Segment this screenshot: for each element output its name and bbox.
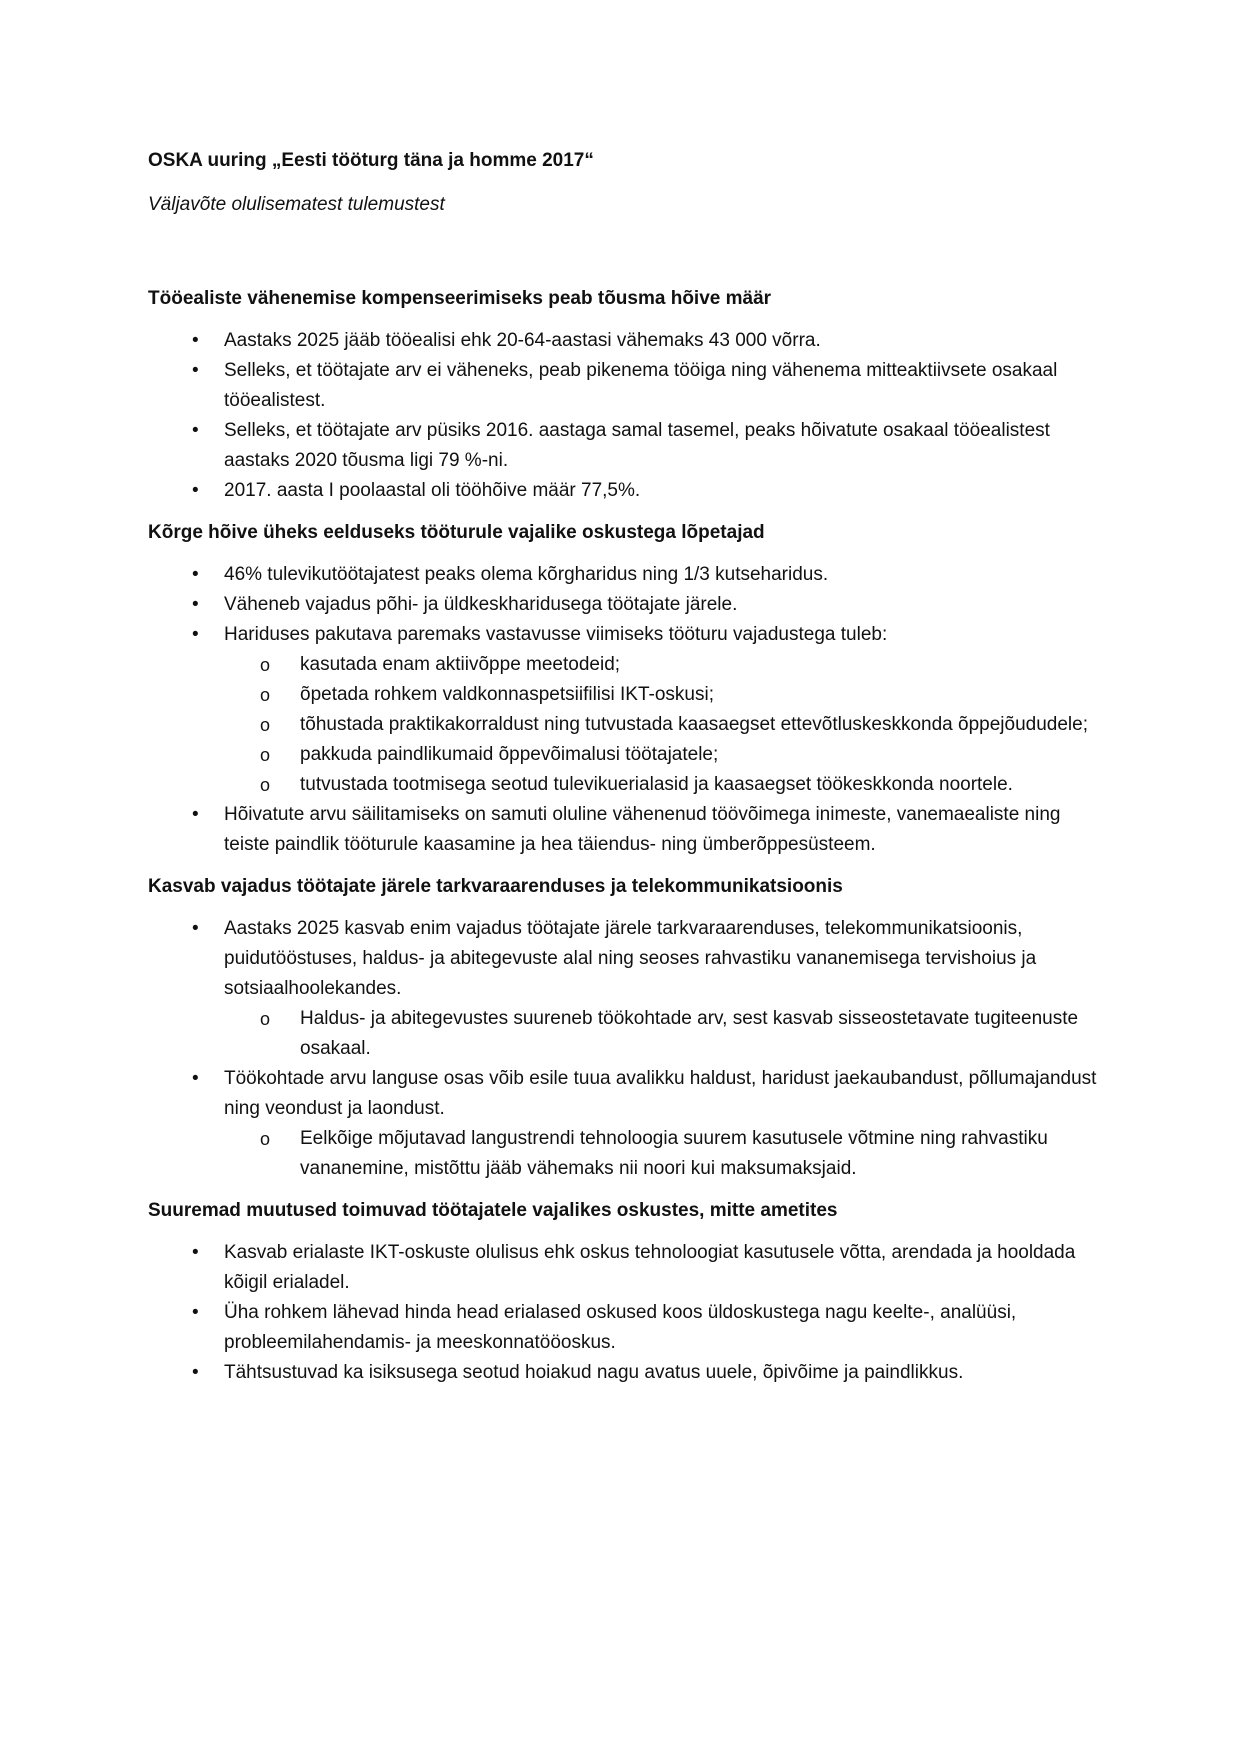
sub-bullet-list bbox=[224, 650, 1108, 800]
sub-bullet-text: Eelkõige mõjutavad langustrendi tehnoloogia suurem kasutusele võtmine ning rahvastiku vananemine, mistõttu jääb vähemaks nii noori kui maksumaksjaid. bbox=[300, 1128, 1048, 1179]
bullet-text: Üha rohkem lähevad hinda head erialased oskused koos üldoskustega nagu keelte-, analüüsi, probleemilahendamis- ja meeskonnatööoskus. bbox=[224, 1302, 1017, 1353]
bullet-item bbox=[148, 476, 1108, 506]
bullet-icon: • bbox=[192, 594, 199, 615]
bullet-icon: • bbox=[192, 360, 199, 381]
bullet-list bbox=[148, 326, 1108, 506]
sub-bullet-text: pakkuda paindlikumaid õppevõimalusi töötajatele; bbox=[300, 744, 719, 765]
bullet-list bbox=[148, 1238, 1108, 1388]
document-page bbox=[148, 148, 1108, 1402]
sub-bullet-item bbox=[224, 770, 1108, 800]
section-heading: Kõrge hõive üheks eelduseks tööturule vajalike oskustega lõpetajad bbox=[148, 522, 765, 543]
bullet-item bbox=[148, 620, 1108, 800]
bullet-text: Kasvab erialaste IKT-oskuste olulisus ehk oskus tehnoloogiat kasutusele võtta, arendada ja hooldada kõigil erialadel. bbox=[224, 1242, 1076, 1293]
bullet-text: Aastaks 2025 jääb tööealisi ehk 20-64-aastasi vähemaks 43 000 võrra. bbox=[224, 330, 821, 351]
bullet-item bbox=[148, 1064, 1108, 1184]
sub-bullet-text: tutvustada tootmisega seotud tulevikuerialasid ja kaasaegset töökeskkonda noortele. bbox=[300, 774, 1013, 795]
bullet-text: Selleks, et töötajate arv püsiks 2016. aastaga samal tasemel, peaks hõivatute osakaal tööealistest aastaks 2020 tõusma ligi 79 %-ni. bbox=[224, 420, 1050, 471]
bullet-text: Hariduses pakutava paremaks vastavusse viimiseks tööturu vajadustega tuleb: bbox=[224, 624, 888, 645]
sub-bullet-list bbox=[224, 1004, 1108, 1064]
bullet-text: 46% tulevikutöötajatest peaks olema kõrgharidus ning 1/3 kutseharidus. bbox=[224, 564, 829, 585]
bullet-icon: • bbox=[192, 1242, 199, 1263]
bullet-list bbox=[148, 560, 1108, 860]
bullet-icon: • bbox=[192, 1302, 199, 1323]
bullet-item bbox=[148, 416, 1108, 476]
section-heading: Tööealiste vähenemise kompenseerimiseks peab tõusma hõive määr bbox=[148, 288, 772, 309]
bullet-text: 2017. aasta I poolaastal oli tööhõive määr 77,5%. bbox=[224, 480, 641, 501]
section-heading: Suuremad muutused toimuvad töötajatele vajalikes oskustes, mitte ametites bbox=[148, 1200, 838, 1221]
bullet-item bbox=[148, 800, 1108, 860]
bullet-text: Selleks, et töötajate arv ei väheneks, peab pikenema tööiga ning vähenema mitteaktiivsete osakaal tööealistest. bbox=[224, 360, 1058, 411]
bullet-text: Töökohtade arvu languse osas võib esile tuua avalikku haldust, haridust jaekaubandust, põllumajandust ning veondust ja laondust. bbox=[224, 1068, 1097, 1119]
document-subtitle: Väljavõte olulisematest tulemustest bbox=[148, 194, 445, 215]
circle-bullet-icon: o bbox=[260, 655, 271, 675]
bullet-text: Tähtsustuvad ka isiksusega seotud hoiakud nagu avatus uuele, õpivõime ja paindlikkus. bbox=[224, 1362, 964, 1383]
circle-bullet-icon: o bbox=[260, 1009, 271, 1029]
bullet-icon: • bbox=[192, 1362, 199, 1383]
bullet-item bbox=[148, 1298, 1108, 1358]
bullet-item bbox=[148, 590, 1108, 620]
bullet-icon: • bbox=[192, 1068, 199, 1089]
bullet-icon: • bbox=[192, 420, 199, 441]
sub-bullet-text: kasutada enam aktiivõppe meetodeid; bbox=[300, 654, 621, 675]
bullet-icon: • bbox=[192, 480, 199, 501]
circle-bullet-icon: o bbox=[260, 775, 271, 795]
bullet-item bbox=[148, 914, 1108, 1064]
bullet-item bbox=[148, 1358, 1108, 1388]
document-body bbox=[148, 286, 1108, 1388]
bullet-text: Väheneb vajadus põhi- ja üldkeskharidusega töötajate järele. bbox=[224, 594, 738, 615]
circle-bullet-icon: o bbox=[260, 745, 271, 765]
sub-bullet-item bbox=[224, 1004, 1108, 1064]
circle-bullet-icon: o bbox=[260, 1129, 271, 1149]
bullet-item bbox=[148, 356, 1108, 416]
section-heading: Kasvab vajadus töötajate järele tarkvaraarenduses ja telekommunikatsioonis bbox=[148, 876, 843, 897]
bullet-item bbox=[148, 560, 1108, 590]
bullet-icon: • bbox=[192, 804, 199, 825]
sub-bullet-item bbox=[224, 740, 1108, 770]
sub-bullet-item bbox=[224, 710, 1108, 740]
sub-bullet-text: tõhustada praktikakorraldust ning tutvustada kaasaegset ettevõtluskeskkonda õppejõududele; bbox=[300, 714, 1088, 735]
bullet-icon: • bbox=[192, 624, 199, 645]
bullet-item bbox=[148, 1238, 1108, 1298]
document-title: OSKA uuring „Eesti tööturg täna ja homme 2017“ bbox=[148, 150, 594, 171]
bullet-text: Hõivatute arvu säilitamiseks on samuti oluline vähenenud töövõimega inimeste, vanemaealiste ning teiste paindlik tööturule kaasamine ja hea täiendus- ning ümberõppesüsteem. bbox=[224, 804, 1061, 855]
bullet-icon: • bbox=[192, 918, 199, 939]
sub-bullet-list bbox=[224, 1124, 1108, 1184]
bullet-icon: • bbox=[192, 330, 199, 351]
sub-bullet-item bbox=[224, 650, 1108, 680]
sub-bullet-item bbox=[224, 1124, 1108, 1184]
circle-bullet-icon: o bbox=[260, 685, 271, 705]
circle-bullet-icon: o bbox=[260, 715, 271, 735]
bullet-icon: • bbox=[192, 564, 199, 585]
sub-bullet-text: Haldus- ja abitegevustes suureneb töökohtade arv, sest kasvab sisseostetavate tugiteenuste osakaal. bbox=[300, 1008, 1079, 1059]
bullet-item bbox=[148, 326, 1108, 356]
sub-bullet-item bbox=[224, 680, 1108, 710]
bullet-text: Aastaks 2025 kasvab enim vajadus töötajate järele tarkvaraarenduses, telekommunikatsioonis, puidutööstuses, haldus- ja abitegevuste alal ning seoses rahvastiku vananemisega tervishoius ja sotsiaalhoolekandes. bbox=[224, 918, 1037, 999]
sub-bullet-text: õpetada rohkem valdkonnaspetsiifilisi IKT-oskusi; bbox=[300, 684, 714, 705]
bullet-list bbox=[148, 914, 1108, 1184]
